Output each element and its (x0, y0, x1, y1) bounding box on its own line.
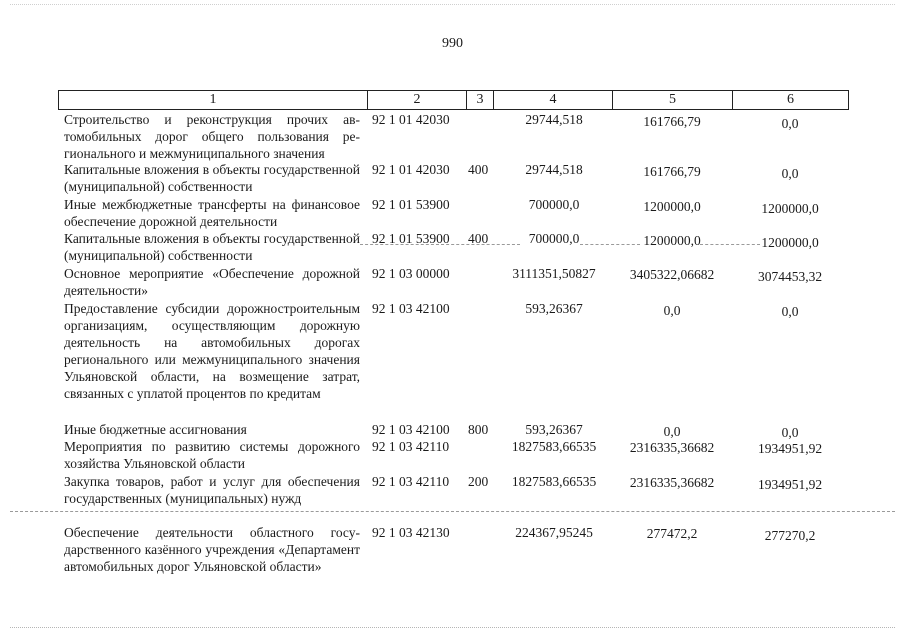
row-value-col6: 1200000,0 (761, 201, 819, 216)
row-value-col5: 277472,2 (646, 526, 698, 541)
row-value-col4: 1827583,66535 (511, 474, 597, 489)
row-name: Основное мероприятие «Обеспечение дорожной деятельности» (64, 266, 360, 298)
row-code: 92 1 01 53900 (372, 197, 450, 212)
scan-artifact-line (360, 244, 520, 245)
row-value-col4: 593,26367 (525, 301, 583, 316)
scan-edge-top (10, 4, 895, 5)
row-value-col4: 29744,518 (525, 112, 583, 127)
row-value-col6: 1934951,92 (757, 441, 823, 456)
scan-artifact-line (10, 511, 895, 512)
row-value-col6: 1200000,0 (761, 235, 819, 250)
header-col-2: 2 (368, 91, 467, 109)
row-value-col4: 700000,0 (528, 197, 580, 212)
row-value-col5: 161766,79 (643, 164, 701, 179)
header-col-1: 1 (59, 91, 368, 109)
row-value-col4: 29744,518 (525, 162, 583, 177)
row-name: Капитальные вложения в объекты государственной (муниципальной) собственности (64, 231, 360, 263)
row-value-col4: 593,26367 (525, 422, 583, 437)
row-value-col5: 2316335,36682 (629, 475, 715, 490)
row-value-col5: 1200000,0 (643, 199, 701, 214)
page-number: 990 (442, 36, 463, 51)
row-type: 800 (468, 422, 489, 437)
row-name: Обеспечение деятельности областного государственного казённого учреждения «Департамент автомобильных дорог Ульяновской области» (64, 525, 360, 574)
scan-edge-bottom (10, 627, 895, 628)
row-name: Закупка товаров, работ и услуг для обеспечения государственных (муниципальных) нужд (64, 474, 360, 506)
row-type: 400 (468, 231, 489, 246)
row-value-col6: 1934951,92 (757, 477, 823, 492)
row-type: 400 (468, 162, 489, 177)
row-code: 92 1 03 42130 (372, 525, 450, 540)
row-value-col5: 3405322,06682 (629, 267, 715, 282)
row-name: Мероприятия по развитию системы дорожного хозяйства Ульяновской области (64, 439, 360, 471)
row-code: 92 1 03 42110 (372, 439, 450, 454)
table-header (58, 90, 849, 110)
row-value-col6: 277270,2 (764, 528, 816, 543)
row-code: 92 1 01 42030 (372, 162, 450, 177)
row-value-col4: 224367,95245 (515, 525, 593, 540)
scan-artifact-line (700, 244, 760, 245)
row-value-col5: 0,0 (663, 424, 681, 439)
row-code: 92 1 03 42100 (372, 301, 450, 316)
row-value-col4: 3111351,50827 (512, 266, 596, 281)
row-code: 92 1 03 00000 (372, 266, 450, 281)
row-value-col6: 0,0 (781, 116, 799, 131)
row-code: 92 1 01 42030 (372, 112, 450, 127)
scan-artifact-line (580, 244, 640, 245)
row-name: Капитальные вложения в объекты государственной (муниципальной) собственности (64, 162, 360, 194)
row-code: 92 1 03 42100 (372, 422, 450, 437)
row-value-col4: 700000,0 (528, 231, 580, 246)
row-value-col6: 3074453,32 (757, 269, 823, 284)
row-code: 92 1 01 53900 (372, 231, 450, 246)
header-col-5: 5 (613, 91, 733, 109)
row-name: Строительство и реконструкция прочих автомобильных дорог общего пользования регионального и межмуниципального значения (64, 112, 360, 161)
row-value-col6: 0,0 (781, 425, 799, 440)
header-col-4: 4 (494, 91, 613, 109)
row-name: Предоставление субсидии дорожностроительным организациям, осуществляющим дорожную деятельность на автомобильных дорогах регионального или межмуниципального значения Ульяновской области, на возмещение затрат, связанных с уплатой процентов по кредитам (64, 301, 360, 401)
row-value-col6: 0,0 (781, 166, 799, 181)
header-col-3: 3 (467, 91, 494, 109)
row-value-col5: 2316335,36682 (629, 440, 715, 455)
row-name: Иные бюджетные ассигнования (64, 422, 247, 437)
row-type: 200 (468, 474, 489, 489)
row-code: 92 1 03 42110 (372, 474, 450, 489)
row-value-col5: 1200000,0 (643, 233, 701, 248)
row-name: Иные межбюджетные трансферты на финансовое обеспечение дорожной деятельности (64, 197, 360, 229)
header-col-6: 6 (787, 92, 794, 107)
row-value-col6: 0,0 (781, 304, 799, 319)
row-value-col5: 161766,79 (643, 114, 701, 129)
row-value-col5: 0,0 (663, 303, 681, 318)
row-value-col4: 1827583,66535 (511, 439, 597, 454)
